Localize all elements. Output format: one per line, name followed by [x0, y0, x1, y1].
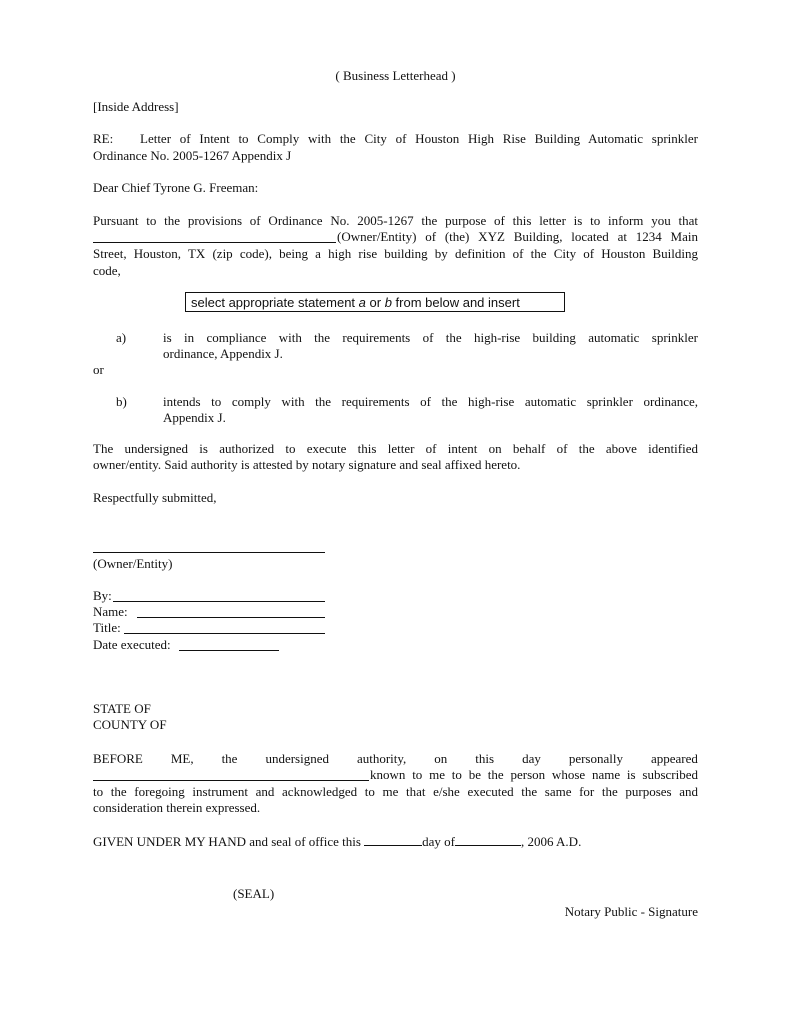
salutation: Dear Chief Tyrone G. Freeman: [93, 180, 259, 195]
notary-line-1 [93, 751, 698, 767]
select-statement-box [185, 292, 565, 312]
option-b-line-1: intends to comply with the requirements of the high-rise automatic sprinkler ordinance, [163, 394, 698, 409]
given-part-3: , 2006 A.D. [521, 834, 582, 849]
notary-word: ME, [170, 751, 194, 766]
option-b-line-2: Appendix J. [163, 410, 226, 425]
notary-word: personally [568, 751, 623, 766]
letterhead: ( Business Letterhead ) [335, 68, 456, 83]
para2-line-2: owner/entity. Said authority is attested by notary signature and seal affixed hereto. [93, 457, 521, 472]
para1-line-2: (Owner/Entity) of (the) XYZ Building, located at 1234 Main [337, 229, 698, 244]
state-of: STATE OF [93, 701, 151, 716]
closing: Respectfully submitted, [93, 490, 217, 505]
seal: (SEAL) [233, 886, 275, 901]
notary-word: on [434, 751, 448, 766]
owner-entity-label: (Owner/Entity) [93, 556, 173, 571]
notary-signature-label: Notary Public - Signature [564, 904, 698, 919]
or-text: or [93, 362, 104, 377]
notary-word: day [522, 751, 541, 766]
re-line-2: Ordinance No. 2005-1267 Appendix J [93, 148, 292, 163]
notary-word: the [221, 751, 238, 766]
appeared-name-blank [93, 780, 369, 781]
notary-word: appeared [650, 751, 698, 766]
title-label: Title: [93, 620, 121, 635]
date-executed-label: Date executed: [93, 637, 171, 652]
by-label: By: [93, 588, 112, 603]
select-box-middle: or [365, 295, 385, 310]
owner-entity-blank [93, 242, 336, 243]
re-label: RE: [93, 131, 114, 146]
notary-line-4: consideration therein expressed. [93, 800, 261, 815]
given-part-1: GIVEN UNDER MY HAND and seal of office this [93, 834, 365, 849]
notary-word: this [475, 751, 495, 766]
notary-line-2: known to me to be the person whose name is subscribed [370, 767, 698, 782]
notary-word: authority, [356, 751, 407, 766]
para1-line-4: code, [93, 263, 121, 278]
given-part-2: day of [422, 834, 456, 849]
notary-line-3: to the foregoing instrument and acknowledged to me that e/she executed the same for the purposes and [93, 784, 698, 799]
notary-word: undersigned [265, 751, 329, 766]
inside-address: [Inside Address] [93, 99, 179, 114]
para2-line-1: The undersigned is authorized to execute this letter of intent on behalf of the above identified [93, 441, 698, 456]
select-box-a: a [358, 295, 366, 310]
para1-line-1: Pursuant to the provisions of Ordinance No. 2005-1267 the purpose of this letter is to inform you that [93, 213, 698, 228]
select-box-after: from below and insert [391, 295, 520, 310]
given-line [93, 833, 581, 850]
option-a-line-1: is in compliance with the requirements of the high-rise building automatic sprinkler [163, 330, 698, 345]
day-blank [364, 833, 422, 846]
select-box-before: select appropriate statement [191, 295, 359, 310]
name-label: Name: [93, 604, 128, 619]
option-b-label: b) [116, 394, 127, 409]
select-box-b: b [384, 295, 392, 310]
para1-line-3: Street, Houston, TX (zip code), being a high rise building by definition of the City of Houston Building [93, 246, 698, 261]
option-a-label: a) [116, 330, 127, 345]
title-line [124, 633, 325, 634]
month-blank [455, 833, 521, 846]
county-of: COUNTY OF [93, 717, 167, 732]
re-line-1: Letter of Intent to Comply with the City of Houston High Rise Building Automatic sprinkler [140, 131, 698, 146]
by-line [113, 601, 325, 602]
name-line [137, 617, 325, 618]
owner-entity-signature-line [93, 552, 325, 553]
date-executed-line [179, 650, 279, 651]
option-a-line-2: ordinance, Appendix J. [163, 346, 283, 361]
notary-word: BEFORE [93, 751, 143, 766]
